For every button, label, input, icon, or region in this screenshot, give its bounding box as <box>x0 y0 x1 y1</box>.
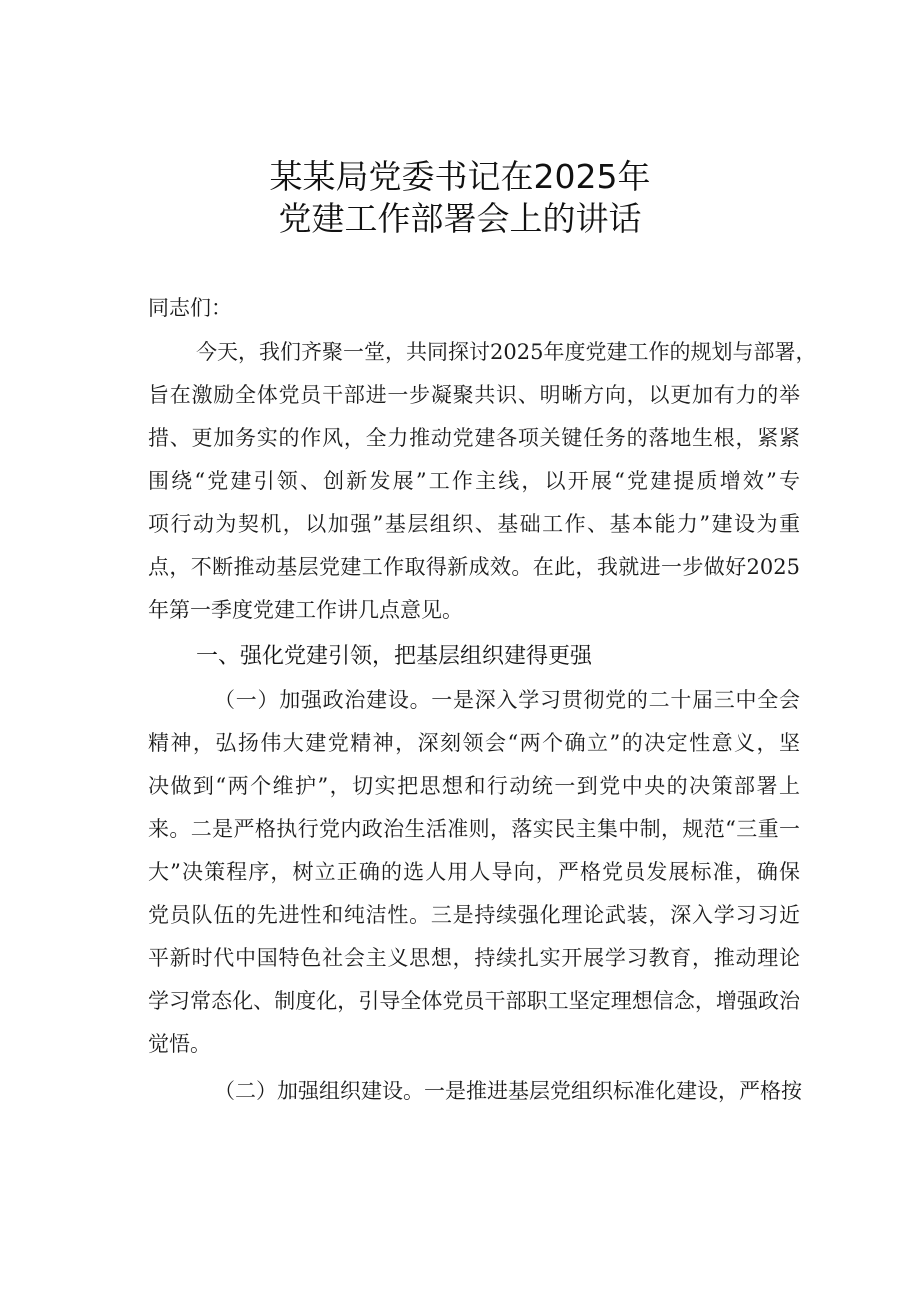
paragraph-line: （一）加强政治建设。一是深入学习贯彻党的二十届三中全会 <box>214 688 800 712</box>
paragraph-line: 项行动为契机，以加强”基层组织、基础工作、基本能力”建设为重 <box>148 512 800 536</box>
paragraph-line: 措、更加务实的作风，全力推动党建各项关键任务的落地生根，紧紧 <box>148 426 800 450</box>
salutation: 同志们： <box>148 296 232 320</box>
paragraph-line: 今天，我们齐聚一堂，共同探讨2025年度党建工作的规划与部署， <box>196 340 817 364</box>
paragraph-line: 决做到“两个维护”，切实把思想和行动统一到党中央的决策部署上 <box>148 774 800 798</box>
paragraph-line: 学习常态化、制度化，引导全体党员干部职工坚定理想信念，增强政治 <box>148 989 800 1013</box>
paragraph-line: 点，不断推动基层党建工作取得新成效。在此，我就进一步做好2025 <box>148 555 800 579</box>
document-title-line-2: 党建工作部署会上的讲话 <box>278 199 642 238</box>
paragraph-line: 大”决策程序，树立正确的选人用人导向，严格党员发展标准，确保 <box>148 860 800 884</box>
paragraph-line: 觉悟。 <box>148 1032 211 1056</box>
paragraph-line: 旨在激励全体党员干部进一步凝聚共识、明晰方向，以更加有力的举 <box>148 383 800 407</box>
paragraph-line: 来。二是严格执行党内政治生活准则，落实民主集中制，规范“三重一 <box>148 817 800 841</box>
paragraph-line: 精神，弘扬伟大建党精神，深刻领会“两个确立”的决定性意义，坚 <box>148 731 800 755</box>
paragraph-line: 年第一季度党建工作讲几点意见。 <box>148 598 463 622</box>
paragraph-line: 党员队伍的先进性和纯洁性。三是持续强化理论武装，深入学习习近 <box>148 903 800 927</box>
paragraph-line: 围绕“党建引领、创新发展”工作主线，以开展“党建提质增效”专 <box>148 469 800 493</box>
paragraph-line: （二）加强组织建设。一是推进基层党组织标准化建设，严格按 <box>214 1079 802 1103</box>
section-heading: 一、强化党建引领，把基层组织建得更强 <box>196 644 593 669</box>
document-title-line-1: 某某局党委书记在2025年 <box>269 157 651 196</box>
paragraph-line: 平新时代中国特色社会主义思想，持续扎实开展学习教育，推动理论 <box>148 946 800 970</box>
